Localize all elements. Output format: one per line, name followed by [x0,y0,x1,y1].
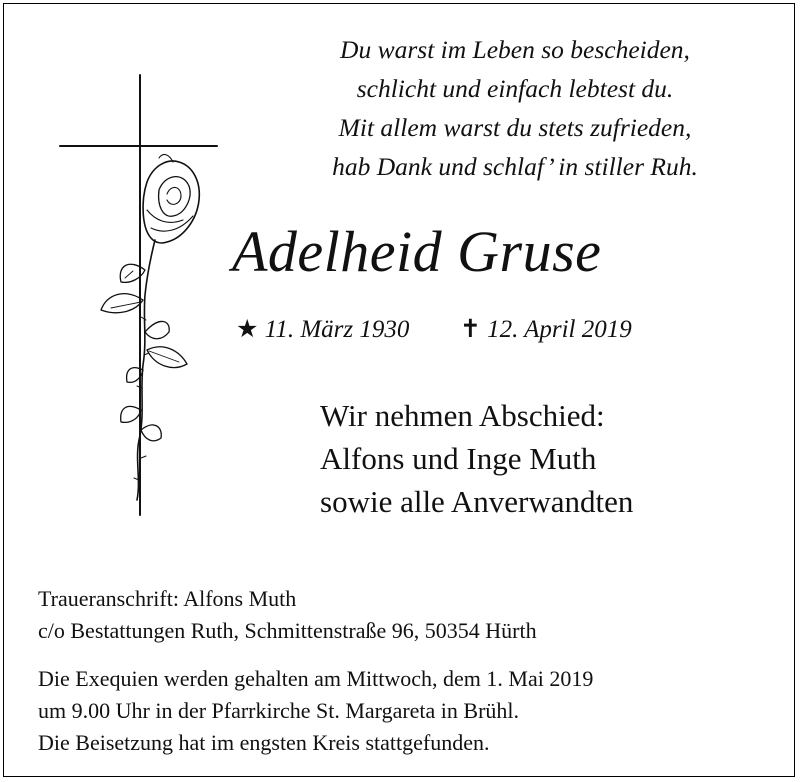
service-line: Die Exequien werden gehalten am Mittwoch, dem 1. Mai 2019 [38,666,594,691]
deceased-name: Adelheid Gruse [232,219,602,284]
poem-line: Du warst im Leben so bescheiden, [340,35,690,64]
memorial-poem [270,30,760,186]
poem-line: hab Dank und schlaf’ in stiller Ruh. [332,152,698,181]
farewell-line: Alfons und Inge Muth [320,441,597,476]
farewell-block [320,394,633,523]
star-icon: ★ [236,316,259,343]
service-info [38,663,593,759]
life-dates [236,314,632,344]
cross-icon: ✝ [459,316,481,343]
farewell-line: sowie alle Anverwandten [320,484,634,519]
birth-date: 11. März 1930 [264,316,410,343]
service-line: um 9.00 Uhr in der Pfarrkirche St. Margareta in Brühl. [38,698,520,723]
death-date: 12. April 2019 [487,316,632,343]
mourning-address [38,583,537,647]
poem-line: Mit allem warst du stets zufrieden, [338,113,692,142]
cross-with-rose-icon [55,70,225,525]
address-line: c/o Bestattungen Ruth, Schmittenstraße 96, 50354 Hürth [38,618,537,643]
address-line: Traueranschrift: Alfons Muth [38,586,297,611]
farewell-line: Wir nehmen Abschied: [320,398,605,433]
service-line: Die Beisetzung hat im engsten Kreis stattgefunden. [38,730,490,755]
poem-line: schlicht und einfach lebtest du. [356,74,674,103]
